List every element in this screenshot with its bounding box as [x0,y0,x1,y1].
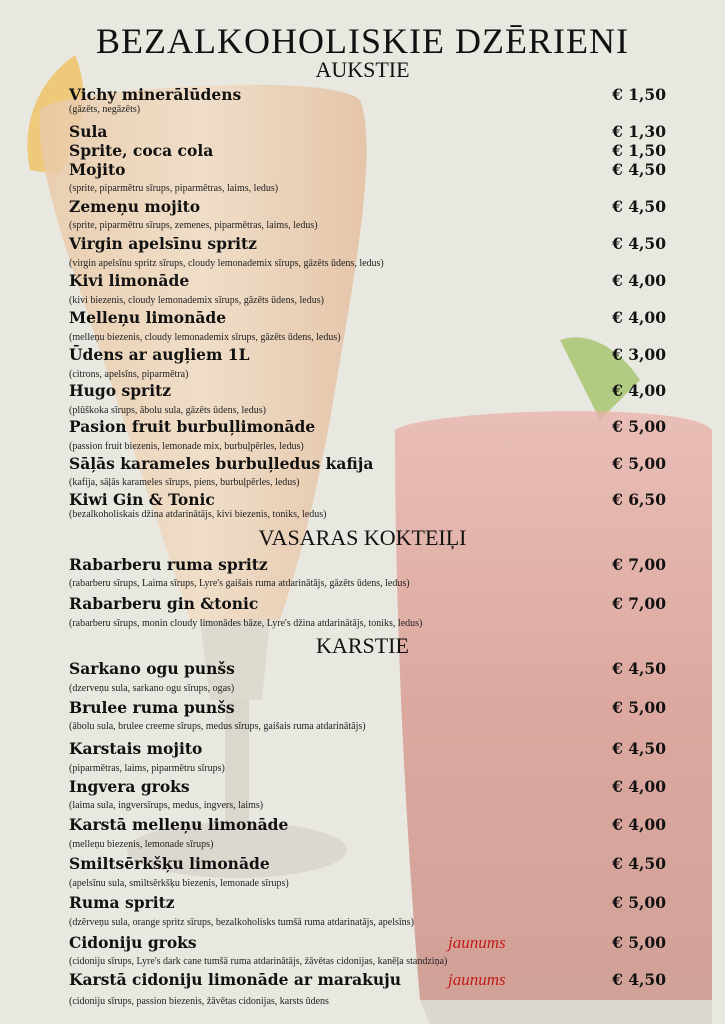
item-price: € 4,00 [612,271,666,290]
item-name: Pasion fruit burbuļlimonāde [69,417,316,436]
item-price: € 3,00 [612,345,666,364]
item-description: (cidoniju sīrups, Lyre's dark cane tumšā ruma atdarinātājs, žāvētas cidonijas, kanēļa standziņa) [69,956,448,967]
item-name: Sprite, coca cola [69,141,214,160]
item-description: (kafija, sāļās karameles sīrups, piens, burbuļpērles, ledus) [69,477,300,488]
item-name: Kiwi Gin & Tonic [69,490,215,509]
item-name: Mojito [69,160,126,179]
item-price: € 4,50 [612,970,666,989]
item-name: Zemeņu mojito [69,197,201,216]
item-description: (dzerveņu sula, sarkano ogu sīrups, ogas) [69,683,235,694]
item-name: Karstais mojito [69,739,203,758]
item-description: (cidoniju sīrups, passion biezenis, žāvētas cidonijas, karsts ūdens [69,996,329,1007]
item-description: (apelsīnu sula, smiltsērkšķu biezenis, lemonade sīrups) [69,878,289,889]
item-name: Sula [69,122,108,141]
item-name: Cidoniju groks [69,933,197,952]
item-price: € 4,50 [612,659,666,678]
item-name: Ingvera groks [69,777,190,796]
item-description: (bezalkoholiskais džina atdarinātājs, kivi biezenis, toniks, ledus) [69,509,327,520]
item-price: € 4,50 [612,197,666,216]
item-name: Melleņu limonāde [69,308,227,327]
item-description: (plūškoka sīrups, ābolu sula, gāzēts ūdens, ledus) [69,405,266,416]
item-description: (virgin apelsīnu spritz sīrups, cloudy lemonademix sīrups, gāzēts ūdens, ledus) [69,258,384,269]
item-price: € 5,00 [612,454,666,473]
item-name: Brulee ruma punšs [69,698,235,717]
section-title-cold: AUKSTIE [315,57,410,82]
item-description: (sprite, piparmētru sīrups, zemenes, piparmētras, laims, ledus) [69,220,318,231]
item-price: € 4,00 [612,308,666,327]
item-price: € 7,00 [612,555,666,574]
item-description: (melleņu biezenis, lemonade sīrups) [69,839,214,850]
item-name: Ūdens ar augļiem 1L [69,345,250,364]
item-name: Karstā cidoniju limonāde ar marakuju [69,970,402,989]
item-price: € 4,50 [612,854,666,873]
item-price: € 5,00 [612,698,666,717]
item-name: Rabarberu ruma spritz [69,555,268,574]
item-price: € 5,00 [612,933,666,952]
new-badge: jaunums [448,970,506,989]
item-description: (laima sula, ingversīrups, medus, ingvers, laims) [69,800,264,811]
item-price: € 1,30 [612,122,666,141]
item-price: € 5,00 [612,417,666,436]
item-name: Karstā melleņu limonāde [69,815,289,834]
item-description: (melleņu biezenis, cloudy lemonademix sīrups, gāzēts ūdens, ledus) [69,332,341,343]
section-title-summer: VASARAS KOKTEIĻI [258,525,467,550]
item-description: (citrons, apelsīns, piparmētra) [69,369,189,380]
item-price: € 4,00 [612,381,666,400]
item-price: € 4,50 [612,160,666,179]
item-description: (piparmētras, laims, piparmētru sīrups) [69,763,225,774]
item-name: Rabarberu gin &tonic [69,594,259,613]
item-name: Vichy minerālūdens [69,85,242,104]
new-badge: jaunums [448,933,506,952]
item-description: (rabarberu sīrups, monin cloudy limonādes bāze, Lyre's džina atdarinātājs, toniks, ledus) [69,618,423,629]
item-price: € 4,50 [612,739,666,758]
item-description: (kivi biezenis, cloudy lemonademix sīrups, gāzēts ūdens, ledus) [69,295,324,306]
item-description: (sprite, piparmētru sīrups, piparmētras, laims, ledus) [69,183,279,194]
item-name: Kivi limonāde [69,271,190,290]
page-title: BEZALKOHOLISKIE DZĒRIENI [96,21,629,61]
item-description: (rabarberu sīrups, Laima sīrups, Lyre's gaišais ruma atdarinātājs, gāzēts ūdens, ledus) [69,578,410,589]
item-description: (dzērveņu sula, orange spritz sīrups, bezalkoholisks tumšā ruma atdarinatājs, apelsīns) [69,917,414,928]
item-description: (gāzēts, negāzēts) [69,104,141,115]
item-price: € 1,50 [612,141,666,160]
item-name: Virgin apelsīnu spritz [69,234,257,253]
item-description: (passion fruit biezenis, lemonade mix, burbuļpērles, ledus) [69,441,304,452]
item-name: Smiltsērkšķu limonāde [69,854,270,873]
item-price: € 4,00 [612,815,666,834]
item-price: € 4,00 [612,777,666,796]
item-price: € 5,00 [612,893,666,912]
item-name: Ruma spritz [69,893,175,912]
section-title-hot: KARSTIE [316,633,409,658]
item-price: € 6,50 [612,490,666,509]
item-name: Hugo spritz [69,381,172,400]
item-description: (ābolu sula, brulee creeme sīrups, medus sīrups, gaišais ruma atdarinātājs) [69,721,366,732]
item-price: € 1,50 [612,85,666,104]
item-price: € 4,50 [612,234,666,253]
item-name: Sarkano ogu punšs [69,659,235,678]
item-price: € 7,00 [612,594,666,613]
item-name: Sāļās karameles burbuļledus kafija [69,454,374,473]
